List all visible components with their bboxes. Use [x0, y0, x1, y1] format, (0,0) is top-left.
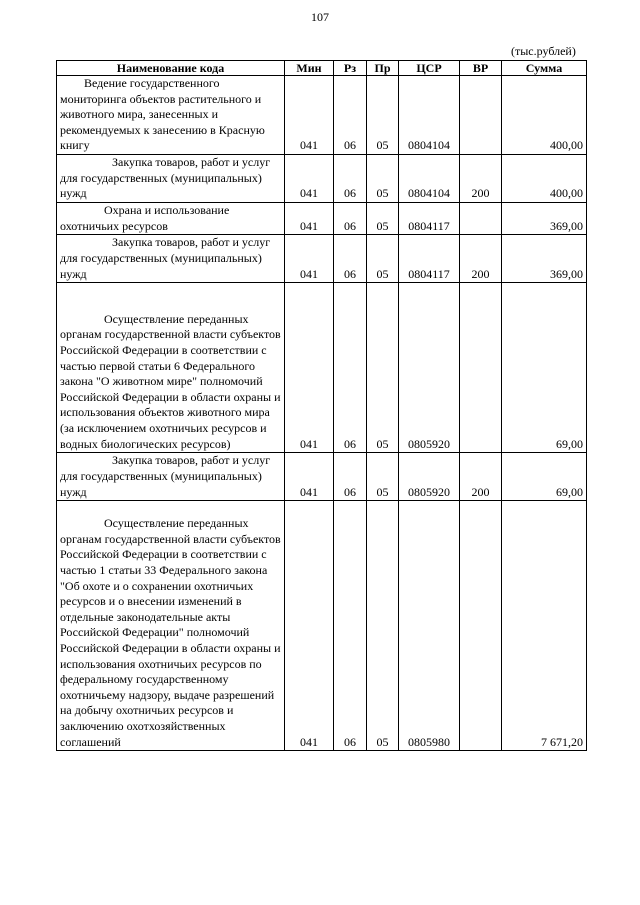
row-csr: 0804117 — [399, 202, 460, 234]
row-csr: 0805920 — [399, 453, 460, 501]
row-sum: 69,00 — [502, 453, 587, 501]
table-row — [57, 76, 587, 155]
row-vr: 200 — [460, 154, 502, 202]
row-pr: 05 — [367, 283, 399, 453]
row-name — [57, 154, 285, 202]
row-name — [57, 76, 285, 155]
row-sum: 369,00 — [502, 235, 587, 283]
table-row — [57, 235, 587, 283]
header-pr: Пр — [367, 61, 399, 76]
row-min: 041 — [285, 154, 334, 202]
header-name: Наименование кода — [57, 61, 285, 76]
row-name — [57, 235, 285, 283]
budget-table — [56, 60, 587, 751]
row-name-rest: органам государственной власти субъектов Российской Федерации в соответствии с частью первой статьи 6 Федерального закона "О животном мире" полномочий Российской Федерации в области охраны и использования объектов животного мира (за исключением охотничьих ресурсов и водных биологических ресурсов) — [60, 327, 281, 451]
row-name-rest: охотничьих ресурсов — [60, 218, 168, 233]
row-name-rest: для государственных (муниципальных) нужд — [60, 468, 262, 499]
table-row — [57, 453, 587, 501]
row-sum: 7 671,20 — [502, 501, 587, 751]
row-name-rest: для государственных (муниципальных) нужд — [60, 250, 262, 281]
row-vr — [460, 202, 502, 234]
row-vr: 200 — [460, 235, 502, 283]
row-pr: 05 — [367, 235, 399, 283]
row-vr — [460, 283, 502, 453]
row-name-first: Закупка товаров, работ и услуг — [112, 453, 271, 468]
row-sum: 369,00 — [502, 202, 587, 234]
row-min: 041 — [285, 453, 334, 501]
row-rz: 06 — [334, 202, 367, 234]
row-name-rest: мониторинга объектов растительного и животного мира, занесенных и рекомендуемых к занесению в Красную книгу — [60, 91, 265, 153]
row-csr: 0805980 — [399, 501, 460, 751]
table-row — [57, 283, 587, 453]
table-header-row — [57, 61, 587, 76]
table-row — [57, 501, 587, 751]
row-name — [57, 202, 285, 234]
header-rz: Рз — [334, 61, 367, 76]
row-csr: 0805920 — [399, 283, 460, 453]
row-name-first: Осуществление переданных — [104, 516, 249, 531]
row-name-first: Осуществление переданных — [104, 311, 249, 326]
row-name — [57, 453, 285, 501]
table-row — [57, 202, 587, 234]
row-pr: 05 — [367, 76, 399, 155]
row-name — [57, 501, 285, 751]
row-vr: 200 — [460, 453, 502, 501]
row-min: 041 — [285, 501, 334, 751]
table-row — [57, 154, 587, 202]
row-min: 041 — [285, 283, 334, 453]
row-rz: 06 — [334, 453, 367, 501]
header-vr: ВР — [460, 61, 502, 76]
row-pr: 05 — [367, 453, 399, 501]
row-pr: 05 — [367, 501, 399, 751]
row-vr — [460, 76, 502, 155]
row-rz: 06 — [334, 283, 367, 453]
row-csr: 0804104 — [399, 76, 460, 155]
row-pr: 05 — [367, 154, 399, 202]
row-name-rest: для государственных (муниципальных) нужд — [60, 170, 262, 201]
row-sum: 400,00 — [502, 76, 587, 155]
row-name-first: Закупка товаров, работ и услуг — [112, 235, 271, 250]
row-pr: 05 — [367, 202, 399, 234]
row-name-first: Закупка товаров, работ и услуг — [112, 155, 271, 170]
row-min: 041 — [285, 235, 334, 283]
page-number: 107 — [311, 10, 329, 24]
row-name-rest: органам государственной власти субъектов Российской Федерации в соответствии с частью 1 статьи 33 Федерального закона "Об охоте и о сохранении охотничьих ресурсов и о внесении изменений в отдельные законодательные акты Российской Федерации" полномочий Российской Федерации в области охраны и использования охотничьих ресурсов по федеральному государственному охотничьему надзору, выдаче разрешений на добычу охотничьих ресурсов и заключению охотхозяйственных соглашений — [60, 531, 281, 749]
row-rz: 06 — [334, 501, 367, 751]
row-min: 041 — [285, 76, 334, 155]
row-rz: 06 — [334, 154, 367, 202]
units-label: (тыс.рублей) — [511, 44, 576, 58]
row-rz: 06 — [334, 235, 367, 283]
row-sum: 69,00 — [502, 283, 587, 453]
row-vr — [460, 501, 502, 751]
row-name-first: Охрана и использование — [104, 202, 230, 217]
header-sum: Сумма — [502, 61, 587, 76]
row-csr: 0804117 — [399, 235, 460, 283]
row-name-first: Ведение государственного — [84, 76, 220, 90]
header-min: Мин — [285, 61, 334, 76]
row-name — [57, 283, 285, 453]
row-csr: 0804104 — [399, 154, 460, 202]
row-sum: 400,00 — [502, 154, 587, 202]
row-min: 041 — [285, 202, 334, 234]
header-csr: ЦСР — [399, 61, 460, 76]
row-rz: 06 — [334, 76, 367, 155]
